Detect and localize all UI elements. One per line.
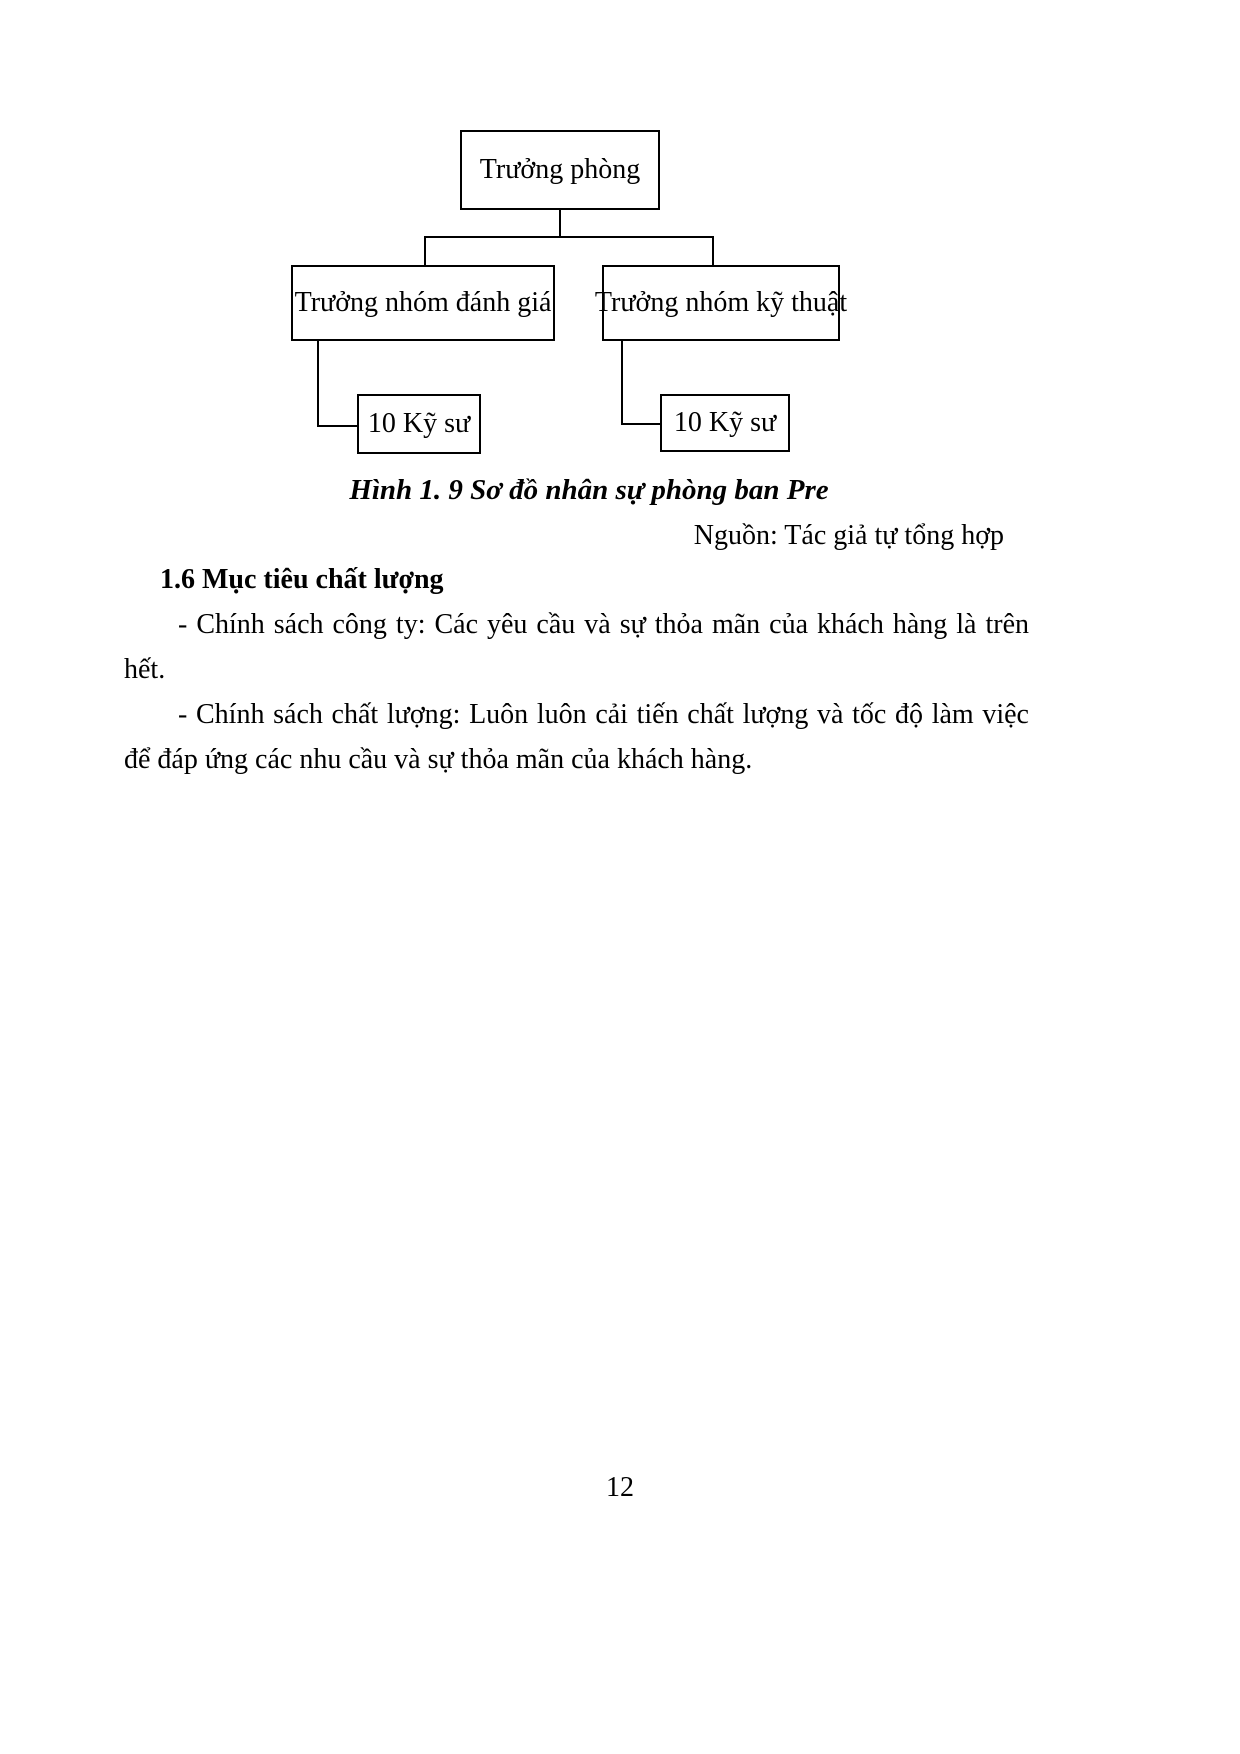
page-number: 12	[606, 1472, 634, 1503]
org-box-leaf-right-label: 10 Kỹ sư	[673, 407, 777, 438]
org-box-child-right-label: Trưởng nhóm kỹ thuật	[594, 287, 848, 318]
figure-caption: Hình 1. 9 Sơ đồ nhân sự phòng ban Pre	[349, 474, 829, 506]
org-box-child-right	[594, 265, 848, 341]
org-box-root-label: Trưởng phòng	[479, 154, 641, 185]
org-box-leaf-right	[660, 394, 790, 452]
section-body	[124, 602, 1029, 782]
org-box-child-left	[291, 265, 555, 341]
org-box-leaf-left	[357, 394, 481, 454]
connector-right-vertical	[712, 236, 714, 267]
source-note: Nguồn: Tác giả tự tổng hợp	[693, 520, 1004, 551]
section-heading: 1.6 Mục tiêu chất lượng	[160, 564, 444, 595]
org-chart	[0, 0, 1240, 470]
connector-right-branch-vertical	[621, 341, 623, 425]
connector-root-vertical	[559, 210, 561, 238]
connector-left-branch-vertical	[317, 341, 319, 427]
org-box-child-left-label: Trưởng nhóm đánh giá	[294, 287, 552, 318]
connector-span-horizontal	[424, 236, 714, 238]
paragraph-quality-policy: - Chính sách chất lượng: Luôn luôn cải tiến chất lượng và tốc độ làm việc để đáp ứng các nhu cầu và sự thỏa mãn của khách hàng.	[124, 699, 1029, 775]
paragraph-company-policy: - Chính sách công ty: Các yêu cầu và sự thỏa mãn của khách hàng là trên hết.	[124, 609, 1029, 685]
org-box-leaf-left-label: 10 Kỹ sư	[367, 408, 471, 439]
org-box-root	[460, 130, 660, 210]
connector-left-vertical	[424, 236, 426, 267]
connector-right-branch-horizontal	[621, 423, 662, 425]
connector-left-branch-horizontal	[317, 425, 359, 427]
